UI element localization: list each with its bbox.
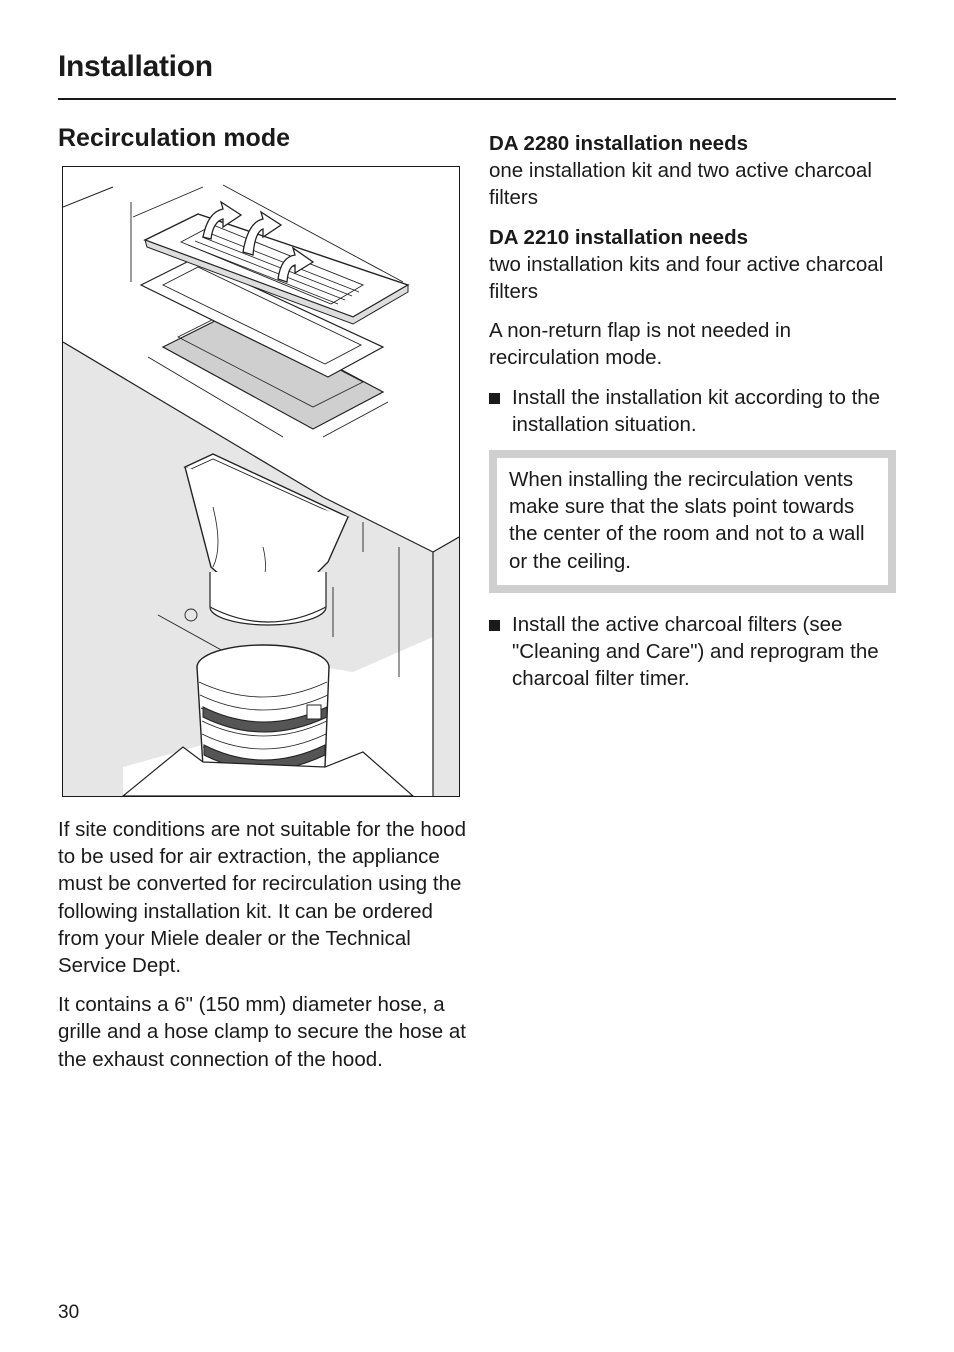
flap-note: A non-return flap is not needed in recirculation mode. bbox=[489, 319, 792, 370]
page-number: 30 bbox=[58, 1302, 80, 1323]
requirement-title: DA 2280 installation needs bbox=[489, 132, 748, 155]
bullet-text: Install the installation kit according to the installation situation. bbox=[512, 385, 881, 436]
section-heading: Recirculation mode bbox=[58, 124, 290, 152]
bullet-text: Install the active charcoal filters (see "Cleaning and Care") and reprogram the charcoal filter timer. bbox=[512, 612, 879, 691]
kit-contents-paragraph: It contains a 6" (150 mm) diameter hose, a grille and a hose clamp to secure the hose at the exhaust connection of the hood. bbox=[58, 993, 466, 1071]
requirement-da2280 bbox=[489, 130, 899, 212]
bullet-square-icon bbox=[489, 620, 500, 631]
bullet-item bbox=[489, 384, 899, 438]
side-wall bbox=[433, 537, 459, 796]
requirement-text: one installation kit and two active charcoal filters bbox=[489, 159, 872, 210]
intro-text bbox=[58, 816, 468, 1085]
bullet-square-icon bbox=[489, 393, 500, 404]
bullet-item bbox=[489, 611, 899, 693]
requirement-da2210 bbox=[489, 224, 899, 306]
requirement-title: DA 2210 installation needs bbox=[489, 225, 748, 249]
requirement-text: two installation kits and four active charcoal filters bbox=[489, 252, 884, 304]
note-text: When installing the recirculation vents make sure that the slats point towards the center of the room and not to a wall or the ceiling. bbox=[509, 468, 865, 573]
note-box bbox=[489, 450, 896, 593]
recirculation-installation-diagram bbox=[62, 166, 460, 797]
title-divider bbox=[58, 98, 896, 100]
page-title: Installation bbox=[58, 50, 213, 83]
intro-paragraph: If site conditions are not suitable for the hood to be used for air extraction, the appliance must be converted for recirculation using the following installation kit. It can be ordered from your Miele dealer or the Technical Service Dept. bbox=[58, 818, 466, 978]
requirements-column bbox=[489, 130, 899, 704]
